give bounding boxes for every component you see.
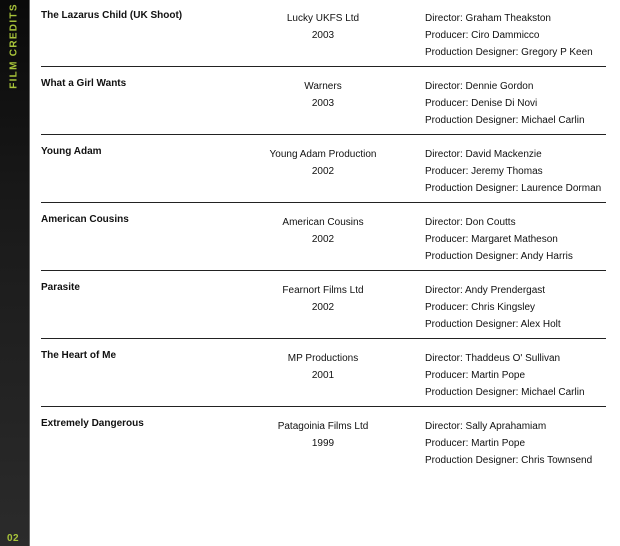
film-title: The Lazarus Child (UK Shoot) xyxy=(41,10,183,21)
production-company: Warners xyxy=(304,81,342,92)
production-designer: Production Designer: Laurence Dorman xyxy=(425,183,602,194)
production-company: Lucky UKFS Ltd xyxy=(286,13,360,24)
credit-entry xyxy=(41,272,606,339)
production-info xyxy=(249,350,397,384)
director: Director: Sally Aprahamiam xyxy=(425,421,547,432)
film-title: Parasite xyxy=(41,282,80,293)
film-title: Extremely Dangerous xyxy=(41,418,144,429)
director: Director: Graham Theakston xyxy=(425,13,551,24)
producer: Producer: Denise Di Novi xyxy=(425,98,538,109)
release-year: 1999 xyxy=(311,438,335,449)
production-info xyxy=(249,282,397,316)
production-designer: Production Designer: Chris Townsend xyxy=(425,455,593,466)
crew-info xyxy=(425,10,593,61)
crew-info xyxy=(425,214,573,265)
production-company: Patagoinia Films Ltd xyxy=(277,421,369,432)
producer: Producer: Jeremy Thomas xyxy=(425,166,543,177)
production-company: American Cousins xyxy=(282,217,364,228)
producer: Producer: Margaret Matheson xyxy=(425,234,558,245)
crew-info xyxy=(425,350,585,401)
director: Director: Andy Prendergast xyxy=(425,285,546,296)
director: Director: Thaddeus O' Sullivan xyxy=(425,353,561,364)
page-number: 02 xyxy=(7,533,20,544)
film-title: What a Girl Wants xyxy=(41,78,127,89)
director: Director: Don Coutts xyxy=(425,217,516,228)
credits-list xyxy=(41,0,606,475)
credit-entry xyxy=(41,136,606,203)
production-designer: Production Designer: Andy Harris xyxy=(425,251,573,262)
section-title: FILM CREDITS xyxy=(8,3,20,89)
director: Director: David Mackenzie xyxy=(425,149,542,160)
credit-entry xyxy=(41,68,606,135)
release-year: 2002 xyxy=(311,302,335,313)
film-title: American Cousins xyxy=(41,214,129,225)
producer: Producer: Ciro Dammicco xyxy=(425,30,540,41)
sidebar xyxy=(0,0,30,546)
production-info xyxy=(249,418,397,452)
release-year: 2003 xyxy=(311,30,335,41)
crew-info xyxy=(425,282,561,333)
credit-entry xyxy=(41,0,606,67)
producer: Producer: Martin Pope xyxy=(425,370,526,381)
credit-entry xyxy=(41,408,606,474)
production-designer: Production Designer: Gregory P Keen xyxy=(425,47,593,58)
production-designer: Production Designer: Michael Carlin xyxy=(425,387,585,398)
film-title: Young Adam xyxy=(41,146,102,157)
production-designer: Production Designer: Alex Holt xyxy=(425,319,561,330)
release-year: 2001 xyxy=(311,370,335,381)
production-designer: Production Designer: Michael Carlin xyxy=(425,115,585,126)
credit-entry xyxy=(41,340,606,407)
production-company: Young Adam Production xyxy=(269,149,377,160)
release-year: 2002 xyxy=(311,234,335,245)
producer: Producer: Martin Pope xyxy=(425,438,526,449)
production-info xyxy=(249,78,397,112)
release-year: 2003 xyxy=(311,98,335,109)
production-info xyxy=(249,10,397,44)
production-company: Fearnort Films Ltd xyxy=(282,285,364,296)
production-company: MP Productions xyxy=(287,353,359,364)
crew-info xyxy=(425,418,592,469)
film-title: The Heart of Me xyxy=(41,350,117,361)
production-info xyxy=(249,146,397,180)
release-year: 2002 xyxy=(311,166,335,177)
crew-info xyxy=(425,146,601,197)
production-info xyxy=(249,214,397,248)
crew-info xyxy=(425,78,585,129)
director: Director: Dennie Gordon xyxy=(425,81,534,92)
credit-entry xyxy=(41,204,606,271)
producer: Producer: Chris Kingsley xyxy=(425,302,536,313)
